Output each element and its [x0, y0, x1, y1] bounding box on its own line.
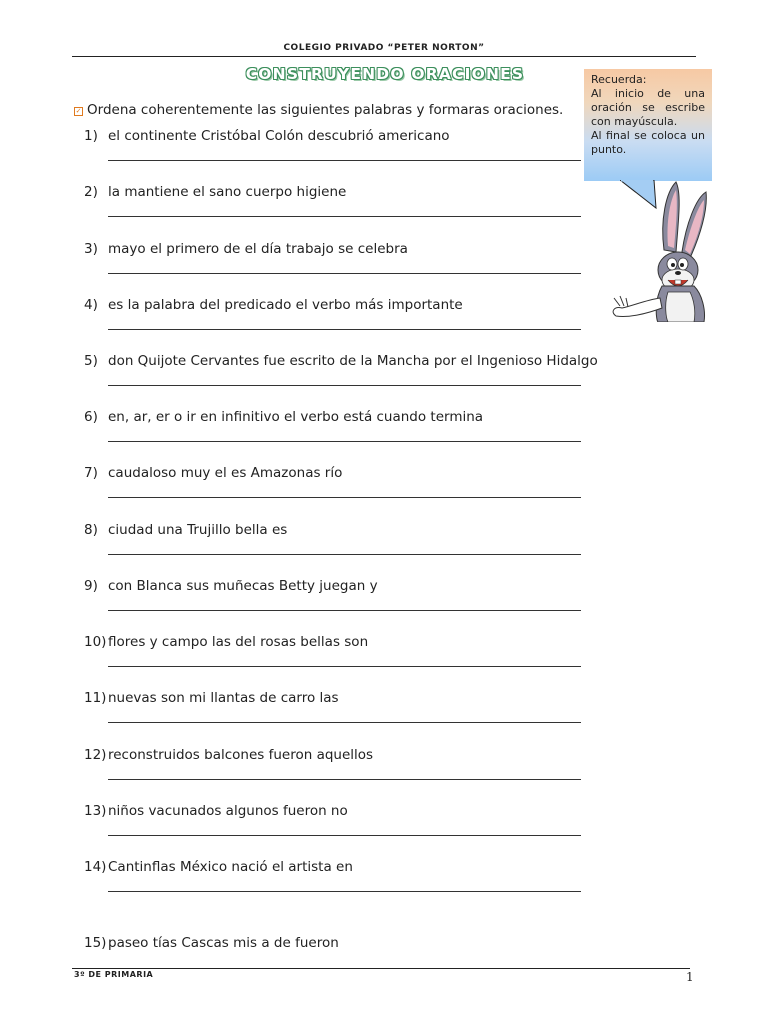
- page-number: 1: [686, 970, 694, 984]
- item-words: es la palabra del predicado el verbo más importante: [108, 297, 463, 313]
- exercise-item: [84, 465, 644, 481]
- header-rule: [72, 56, 696, 57]
- item-number: 9): [84, 578, 98, 594]
- item-words: caudaloso muy el es Amazonas río: [108, 465, 343, 481]
- exercise-item: [84, 859, 644, 875]
- reminder-callout: [584, 69, 712, 181]
- item-words: flores y campo las del rosas bellas son: [108, 634, 369, 650]
- exercise-item: [84, 634, 644, 650]
- exercise-item: [84, 803, 644, 819]
- answer-line[interactable]: [108, 835, 581, 836]
- exercise-item: [84, 409, 644, 425]
- instruction-text: Ordena coherentemente las siguientes palabras y formaras oraciones.: [87, 102, 564, 118]
- item-words: nuevas son mi llantas de carro las: [108, 690, 339, 706]
- answer-line[interactable]: [108, 385, 581, 386]
- item-number: 12): [84, 747, 107, 763]
- answer-line[interactable]: [108, 891, 581, 892]
- header-school: COLEGIO PRIVADO “PETER NORTON”: [283, 43, 485, 53]
- answer-line[interactable]: [108, 554, 581, 555]
- callout-rule-period: Al final se coloca un punto.: [591, 129, 705, 156]
- item-words: con Blanca sus muñecas Betty juegan y: [108, 578, 378, 594]
- answer-line[interactable]: [108, 329, 581, 330]
- answer-line[interactable]: [108, 722, 581, 723]
- item-words: niños vacunados algunos fueron no: [108, 803, 348, 819]
- instruction: [74, 102, 563, 118]
- item-words: en, ar, er o ir en infinitivo el verbo está cuando termina: [108, 409, 484, 425]
- item-number: 4): [84, 297, 98, 313]
- item-words: la mantiene el sano cuerpo higiene: [108, 184, 347, 200]
- exercise-item: [84, 184, 644, 200]
- item-words: paseo tías Cascas mis a de fueron: [108, 935, 339, 951]
- item-number: 15): [84, 935, 107, 951]
- item-number: 10): [84, 634, 107, 650]
- item-number: 5): [84, 353, 98, 369]
- item-number: 2): [84, 184, 98, 200]
- exercise-item: [84, 241, 644, 257]
- answer-line[interactable]: [108, 666, 581, 667]
- answer-line[interactable]: [108, 216, 581, 217]
- exercise-item: [84, 690, 644, 706]
- callout-rule-capital: Al inicio de una oración se escribe con mayúscula.: [591, 87, 705, 128]
- exercise-item: [84, 747, 644, 763]
- item-words: el continente Cristóbal Colón descubrió americano: [108, 128, 450, 144]
- answer-line[interactable]: [108, 779, 581, 780]
- answer-line[interactable]: [108, 497, 581, 498]
- item-number: 7): [84, 465, 98, 481]
- item-number: 8): [84, 522, 98, 538]
- exercise-item: [84, 297, 644, 313]
- answer-line[interactable]: [108, 273, 581, 274]
- answer-line[interactable]: [108, 610, 581, 611]
- item-words: Cantinflas México nació el artista en: [108, 859, 353, 875]
- exercise-item: [84, 522, 644, 538]
- footer-grade: 3º DE PRIMARIA: [74, 970, 154, 979]
- item-number: 3): [84, 241, 98, 257]
- worksheet-title: CONSTRUYENDO ORACIONES: [245, 65, 525, 83]
- exercise-item: [84, 353, 644, 369]
- item-number: 6): [84, 409, 98, 425]
- footer-rule: [72, 968, 690, 969]
- item-words: ciudad una Trujillo bella es: [108, 522, 288, 538]
- checkbox-bullet-icon: ✓: [75, 107, 82, 115]
- exercise-item: [84, 578, 644, 594]
- answer-line[interactable]: [108, 441, 581, 442]
- item-number: 13): [84, 803, 107, 819]
- item-number: 1): [84, 128, 98, 144]
- callout-title: Recuerda:: [591, 73, 647, 86]
- answer-line[interactable]: [108, 160, 581, 161]
- exercise-item: [84, 935, 644, 951]
- item-number: 11): [84, 690, 107, 706]
- item-words: reconstruidos balcones fueron aquellos: [108, 747, 374, 763]
- item-number: 14): [84, 859, 107, 875]
- item-words: mayo el primero de el día trabajo se celebra: [108, 241, 408, 257]
- item-words: don Quijote Cervantes fue escrito de la Mancha por el Ingenioso Hidalgo: [108, 353, 598, 369]
- exercise-item: [84, 128, 644, 144]
